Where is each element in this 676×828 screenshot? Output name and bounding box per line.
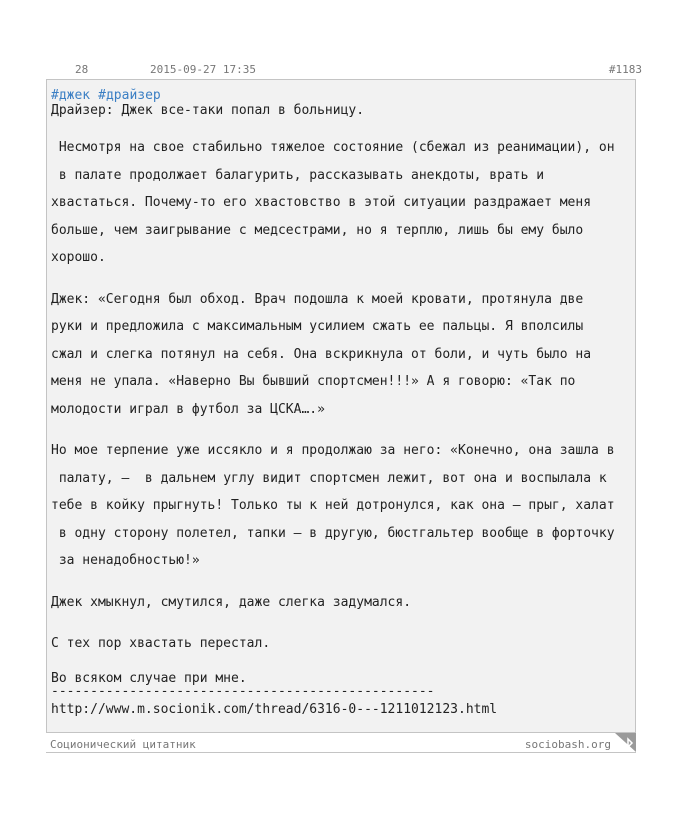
tag-list	[51, 89, 635, 103]
quote-card	[46, 79, 636, 733]
quote-paragraph: Несмотря на свое стабильно тяжелое состояние (сбежал из реанимации), он в палате продолжает балагурить, рассказывать анекдоты, врать и хвастаться. Почему-то его хвастовство в этой ситуации раздражает меня больше, чем заигрывание с медсестрами, но я терплю, лишь бы ему было хорошо.	[51, 140, 615, 265]
site-domain-link[interactable]: sociobash.org	[524, 738, 611, 751]
site-title-link[interactable]: Соционический цитатник	[50, 738, 196, 751]
tag-link-dzhek[interactable]: #джек	[51, 88, 91, 103]
quote-rating: 28	[75, 63, 89, 76]
quote-paragraph: Джек: «Сегодня был обход. Врач подошла к моей кровати, протянула две руки и предложила с максимальным усилием сжать ее пальцы. Я вполсилы сжал и слегка потянул на себя. Она вскрикнула от боли, и чуть было на меня не упала. «Наверно Вы бывший спортсмен!!!» А я говорю: «Так по молодости играл в футбол за ЦСКА….»	[51, 291, 592, 417]
quote-content	[51, 89, 635, 717]
quote-paragraph: С тех пор хвастать перестал.	[51, 636, 271, 651]
fold-corner-icon[interactable]	[614, 733, 636, 752]
quote-title: Драйзер: Джек все-таки попал в больницу.	[51, 103, 365, 118]
footer-divider	[46, 752, 636, 753]
quote-paragraph: Но мое терпение уже иссякло и я продолжаю за него: «Конечно, она зашла в палату, – в дальнем углу видит спортсмен лежит, вот она и воспылала к тебе в койку прыгнуть! Только ты к ней дотронулся, как она – прыг, халат в одну сторону полетел, тапки – в другую, бюстгальтер вообще в форточку за ненадобностью!»	[51, 443, 615, 568]
tag-link-drayzer[interactable]: #драйзер	[98, 88, 161, 103]
quote-number-link[interactable]: #1183	[608, 63, 642, 76]
quote-paragraph: Джек хмыкнул, смутился, даже слегка задумался.	[51, 594, 412, 610]
source-link[interactable]: http://www.m.socionik.com/thread/6316-0---1211012123.html	[51, 701, 498, 717]
quote-datetime: 2015-09-27 17:35	[150, 63, 256, 76]
quote-paragraph: Во всяком случае при мне.	[51, 670, 247, 686]
separator-line: -------------------------------------------------	[51, 683, 435, 699]
